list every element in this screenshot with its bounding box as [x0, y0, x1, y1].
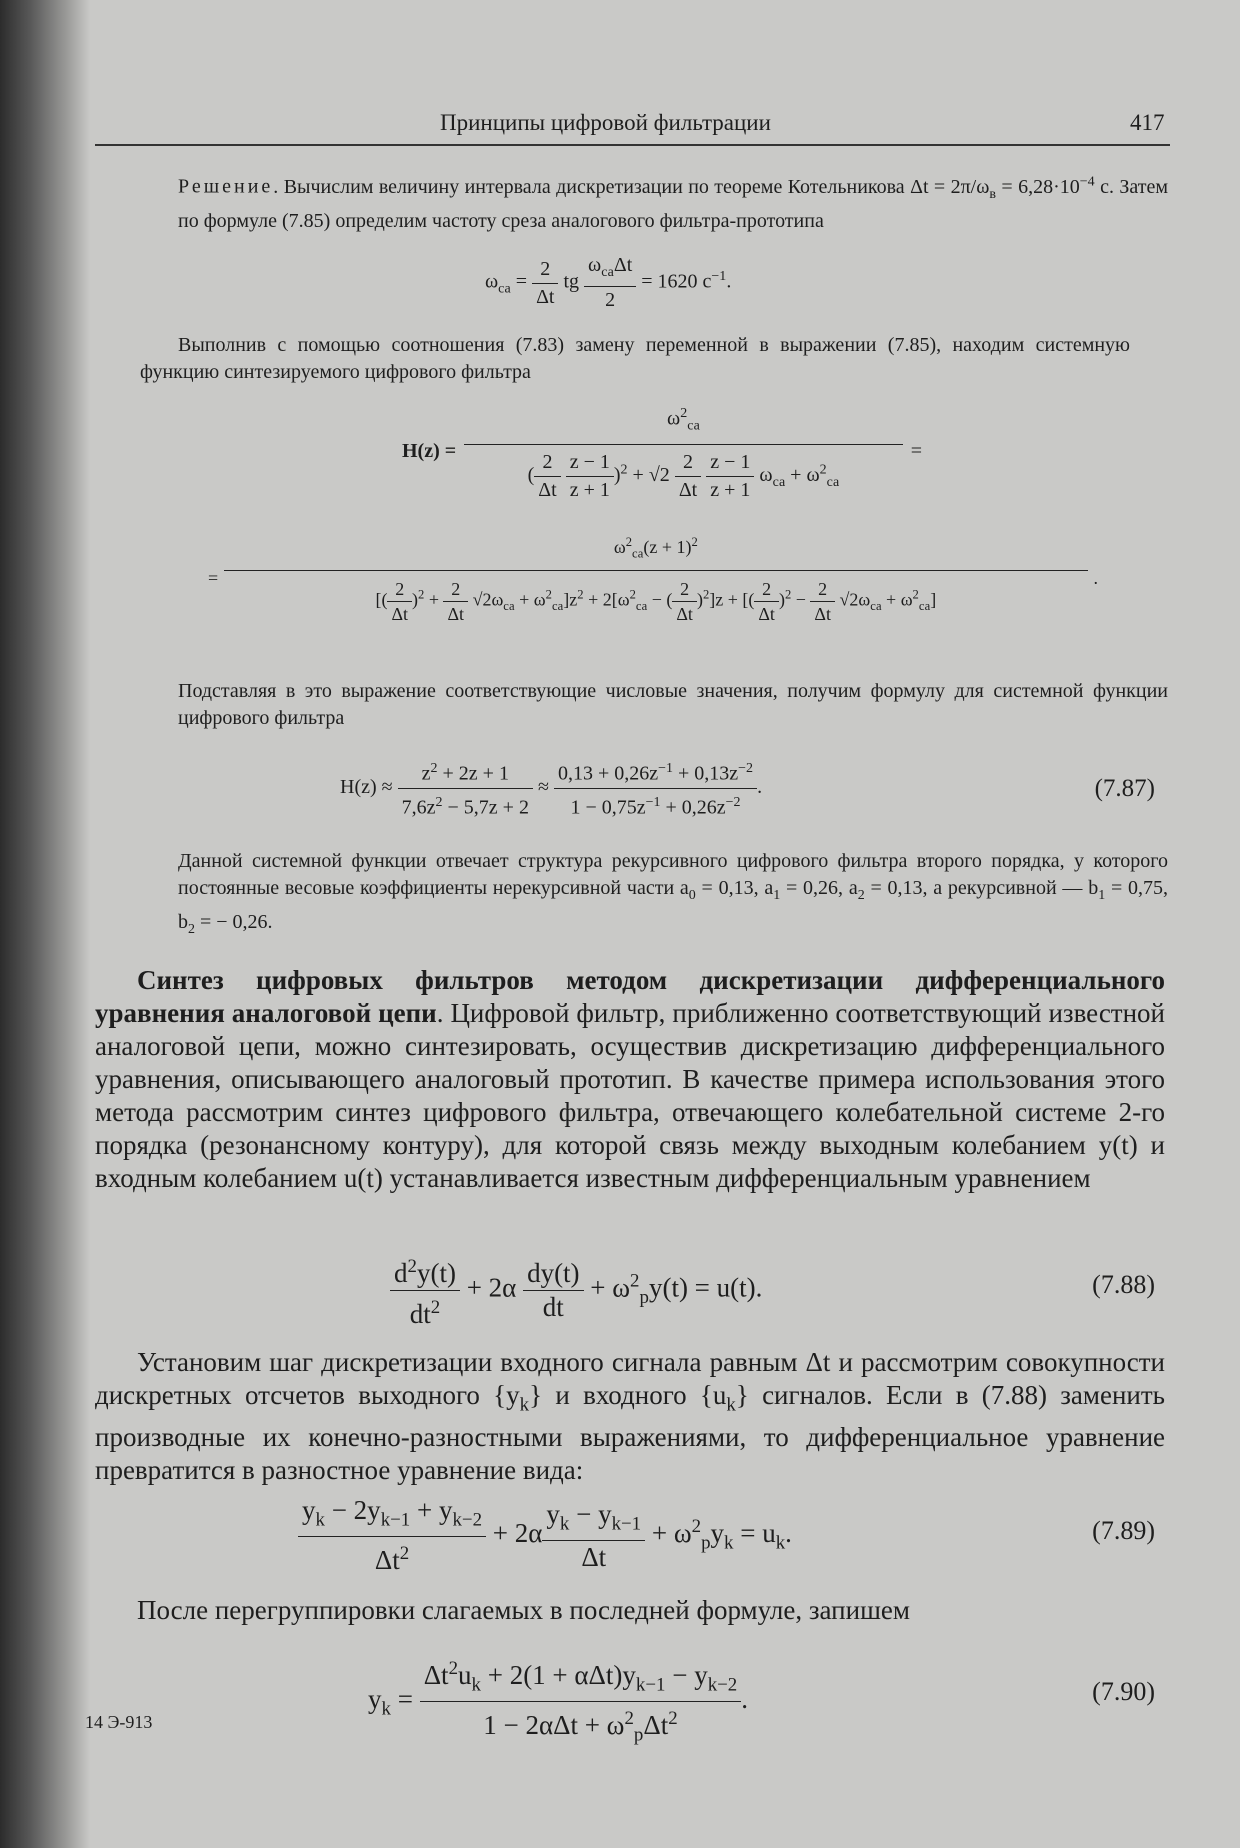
formula-2b-numerator: $\omega^2_{са}(z + 1)^2$ — [224, 530, 1087, 571]
formula-2b-tail: . — [1093, 567, 1098, 588]
header-rule — [95, 144, 1170, 146]
paragraph-substitution: Выполнив с помощью соотношения (7.83) замену переменной в выражении (7.85), находим системную функцию синтезируемого цифрового фильтра — [140, 334, 1130, 383]
formula-system-function-a — [402, 400, 922, 504]
section-text: . Цифровой фильтр, приближенно соответствующий известной аналоговой цепи, можно синтезировать, осуществив дискретизацию дифференциального уравнения, описывающего аналоговый прототип. В качестве примера использования этого метода рассмотрим синтез цифрового фильтра, отвечающего колебательной системе 2-го порядка (резонансному контуру), для которой связь между выходным колебанием y(t) и входным колебанием u(t) устанавливается известным дифференциальным уравнением — [95, 998, 1165, 1193]
equation-number-7-89: (7.89) — [1092, 1516, 1155, 1545]
page-number: 417 — [1130, 110, 1165, 135]
paragraph-numerical-values: Подставляя в это выражение соответствующие числовые значения, получим формулу для системной функции цифрового фильтра — [178, 680, 1168, 729]
printer-signature: 14 Э-913 — [85, 1712, 153, 1732]
formula-2b-denominator: [( $\frac{2}{\Delta t}$ )$^2$ + $\frac{2}{\Delta t}$ $√2\omega_{са} + \omega^2_{са}]z^2 + 2[\omega^2_{са}$ − ( $\frac{2}{\Delta t}$ )$^2$]z + [( $\frac{2}{\Delta t}$ )$^2$ − $\frac{2}{\Delta t}$ $√2\omega_{са} + \omega^2_{са}$] — [375, 578, 937, 624]
paragraph-coefficients: Данной системной функции отвечает структура рекурсивного цифрового фильтра второго порядка, у которого постоянные весовые коэффициенты нерекурсивной части $a_0 = 0,13$, $a_1 = 0,26$, $a_2 = 0,13$, а рекурсивной — $b_1 = 0,75$, $b_2$ = − 0,26. — [178, 850, 1169, 937]
formula-2a-denominator: ( $\frac{2}{\Delta t}$ $\frac{z - 1}{z + 1}$ )$^2$ + √2 $\frac{2}{\Delta t}$ $\frac{z - 1}{z + 1}$ $\omega_{са} + \omega^2_{са}$ — [527, 450, 840, 501]
section-heading: Синтез цифровых фильтров методом дискретизации дифференциального уравнения аналоговой цепи — [95, 965, 1165, 1028]
formula-7-89: $\frac{y_k - 2y_{k-1} + y_{k-2}}{\Delta t^2}$ + 2α $\frac{y_k - y_{k-1}}{\Delta t}$ + $\omega^2_рy_k = u_k$. — [298, 1494, 792, 1577]
equation-number-7-88: (7.88) — [1092, 1270, 1155, 1299]
section-paragraph-synthesis — [95, 964, 1165, 1195]
equation-number-7-87: (7.87) — [1094, 775, 1155, 802]
formula-2a-numerator: $\omega^2_{са}$ — [464, 400, 903, 445]
solution-paragraph — [178, 168, 1168, 235]
running-header-title: Принципы цифровой фильтрации — [440, 110, 771, 135]
formula-2a-lhs: H(z) = — [402, 440, 457, 463]
formula-7-90: $y_k$ = $\frac{\Delta t^2u_k + 2(1 + \alpha\Delta t)y_{k-1} - y_{k-2}}{1 - 2\alpha\Delta t + \omega^2_р\Delta t^2}$ . — [368, 1652, 748, 1752]
formula-7-88: $\frac{d^2y(t)}{dt^2}$ + 2α $\frac{dy(t)}{dt}$ + $\omega^2_рy(t) = u(t)$. — [390, 1250, 762, 1331]
solution-text: . Вычислим величину интервала дискретизации по теореме Котельникова $\Delta t = 2\pi/\omega_в = 6,28\cdot 10^{-4}$ с. Затем по формуле (7.85) определим частоту среза аналогового фильтра-прототипа — [178, 174, 1168, 232]
equation-number-7-90: (7.90) — [1092, 1677, 1155, 1706]
paragraph-regrouping: После перегруппировки слагаемых в последней формуле, запишем — [137, 1595, 910, 1625]
formula-7-87: H(z) ≈ $\frac{z^2 + 2z + 1}{7,6z^2 - 5,7z + 2}$ ≈ $\frac{0,13 + 0,26z^{-1} + 0,13z^{-2}}{1 - 0,75z^{-1} + 0,26z^{-2}}$ . — [340, 755, 762, 821]
paragraph-discretization: Установим шаг дискретизации входного сигнала равным Δt и рассмотрим совокупности дискретных отсчетов выходного $\{y_k\}$ и входного $\{u_k\}$ сигналов. Если в (7.88) заменить производные их конечно-разностными выражениями, то дифференциальное уравнение превратится в разностное уравнение вида: — [95, 1347, 1165, 1486]
formula-2a-tail: = — [910, 440, 922, 463]
formula-cutoff-frequency: $\omega_{са}$ = $\frac{2}{\Delta t}$ tg $\frac{\omega_{са}\Delta t}{2}$ = 1620 $с^{-1}$. — [485, 254, 732, 311]
solution-lead: Решение — [178, 175, 274, 198]
formula-2b-lead: = — [208, 567, 219, 588]
formula-system-function-b — [208, 530, 1098, 626]
